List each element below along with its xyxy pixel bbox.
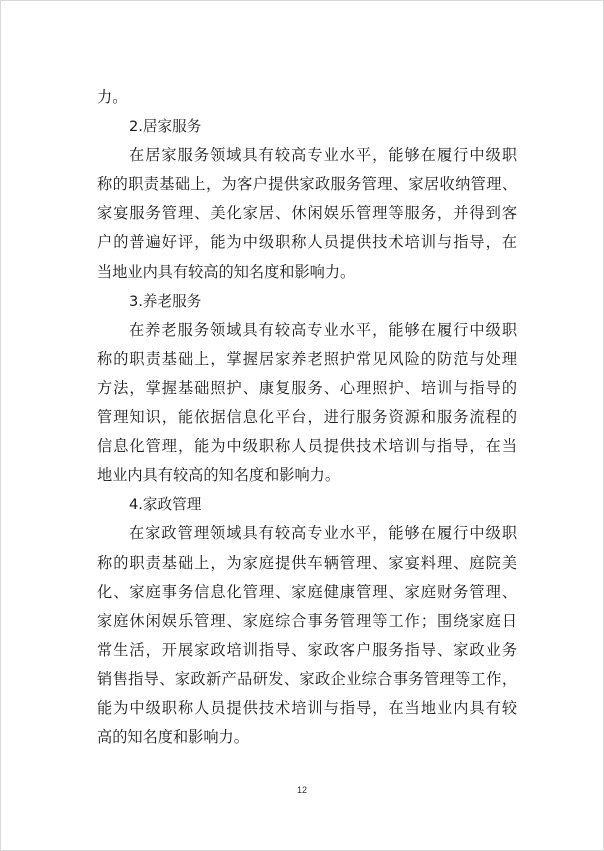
paragraph-line: 化、家庭事务信息化管理、家庭健康管理、家庭财务管理、 — [97, 582, 517, 601]
paragraph-last-line: 高的知名度和影响力。 — [97, 728, 249, 747]
page-number: 12 — [296, 785, 307, 795]
paragraph-line: 信息化管理，能为中级职称人员提供技术培训与指导，在当 — [97, 437, 517, 456]
section-heading: 3.养老服务 — [129, 292, 202, 310]
paragraph-line: 销售指导、家政新产品研发、家政企业综合事务管理等工作， — [97, 669, 517, 688]
section-heading: 2.居家服务 — [129, 118, 202, 136]
paragraph-last-line: 地业内具有较高的知名度和影响力。 — [97, 466, 340, 485]
paragraph-first-line: 在养老服务领域具有较高专业水平，能够在履行中级职 — [129, 320, 517, 339]
paragraph-line: 户的普遍好评，能为中级职称人员提供技术培训与指导，在 — [97, 233, 517, 252]
paragraph-line: 家宴服务管理、美化家居、休闲娱乐管理等服务，并得到客 — [97, 204, 517, 223]
paragraph-first-line: 在居家服务领域具有较高专业水平，能够在履行中级职 — [129, 146, 517, 165]
paragraph-line: 力。 — [97, 88, 128, 106]
paragraph-line: 能为中级职称人员提供技术培训与指导，在当地业内具有较 — [97, 698, 517, 717]
paragraph-first-line: 在家政管理领域具有较高专业水平，能够在履行中级职 — [129, 524, 517, 543]
section-heading: 4.家政管理 — [129, 496, 202, 514]
paragraph-line: 称的职责基础上，为家庭提供车辆管理、家宴料理、庭院美 — [97, 553, 517, 572]
paragraph-line: 方法，掌握基础照护、康复服务、心理照护、培训与指导的 — [97, 378, 517, 397]
paragraph-line: 家庭休闲娱乐管理、家庭综合事务管理等工作；围绕家庭日 — [97, 611, 517, 630]
paragraph-line: 称的职责基础上，掌握居家养老照护常见风险的防范与处理 — [97, 349, 517, 368]
paragraph-last-line: 当地业内具有较高的知名度和影响力。 — [97, 262, 356, 281]
paragraph-line: 管理知识，能依据信息化平台，进行服务资源和服务流程的 — [97, 408, 517, 427]
paragraph-line: 称的职责基础上，为客户提供家政服务管理、家居收纳管理、 — [97, 175, 517, 194]
document-body — [97, 83, 517, 752]
paragraph-line: 常生活，开展家政培训指导、家政客户服务指导、家政业务 — [97, 640, 517, 659]
